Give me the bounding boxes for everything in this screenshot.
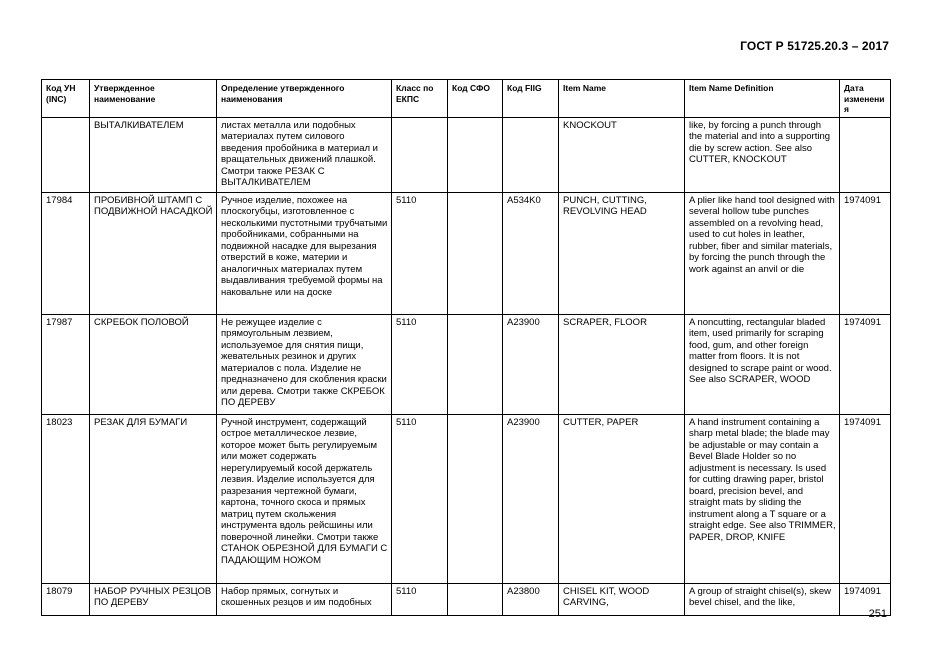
cell-item-name: KNOCKOUT xyxy=(559,117,685,192)
cell-item-definition: like, by forcing a punch through the material and into a supporting die by screw action. See also CUTTER, KNOCKOUT xyxy=(685,117,840,192)
cell-ekps-class: 5110 xyxy=(392,314,448,414)
cell-definition: Ручное изделие, похожее на плоскогубцы, изготовленное с несколькими пустотными трубчатыми пробойниками, собранными на подвижной насадке для вырезания отверстий в коже, материи и аналогичных материалах путем выдавливания требуемой формы на наковальне или на доске xyxy=(217,192,392,314)
cell-ekps-class: 5110 xyxy=(392,192,448,314)
cell-fiig-code: A534K0 xyxy=(503,192,559,314)
cell-sfo-code xyxy=(448,414,503,583)
cell-item-name: SCRAPER, FLOOR xyxy=(559,314,685,414)
cell-item-definition: A plier like hand tool designed with several hollow tube punches assembled on a revolving head, used to cut holes in leather, rubber, fiber and similar materials, by forcing the punch through the work against an anvil or die xyxy=(685,192,840,314)
cell-fiig-code: A23900 xyxy=(503,314,559,414)
cell-fiig-code xyxy=(503,117,559,192)
cell-definition: листах металла или подобных материалах путем силового введения пробойника в материал и вращательных движений плашкой. Смотри также РЕЗАК С ВЫТАЛКИВАТЕЛЕМ xyxy=(217,117,392,192)
cell-approved-name: НАБОР РУЧНЫХ РЕЗЦОВ ПО ДЕРЕВУ xyxy=(90,583,217,615)
cell-sfo-code xyxy=(448,117,503,192)
cell-item-name: CHISEL KIT, WOOD CARVING, xyxy=(559,583,685,615)
header-inc: Код УН (INC) xyxy=(42,80,90,118)
header-item-definition: Item Name Definition xyxy=(685,80,840,118)
cell-item-name: PUNCH, CUTTING, REVOLVING HEAD xyxy=(559,192,685,314)
table-row xyxy=(42,117,891,192)
cell-sfo-code xyxy=(448,583,503,615)
cell-change-date: 1974091 xyxy=(840,414,891,583)
table-row xyxy=(42,583,891,615)
header-sfo-code: Код СФО xyxy=(448,80,503,118)
header-definition: Определение утвержденного наименования xyxy=(217,80,392,118)
cell-fiig-code: A23800 xyxy=(503,583,559,615)
page-number: 251 xyxy=(868,608,887,620)
cell-change-date: 1974091 xyxy=(840,583,891,615)
cell-sfo-code xyxy=(448,314,503,414)
header-change-date: Дата изменения xyxy=(840,80,891,118)
cell-change-date: 1974091 xyxy=(840,192,891,314)
cell-definition: Не режущее изделие с прямоугольным лезвием, используемое для снятия пищи, жевательных резинок и других материалов с пола. Изделие не предназначено для скобления краски или дерева. Смотри также СКРЕБОК ПО ДЕРЕВУ xyxy=(217,314,392,414)
header-item-name: Item Name xyxy=(559,80,685,118)
header-approved-name: Утвержденное наименование xyxy=(90,80,217,118)
table-row xyxy=(42,314,891,414)
page-header: ГОСТ Р 51725.20.3 – 2017 xyxy=(740,39,889,53)
cell-approved-name: ПРОБИВНОЙ ШТАМП С ПОДВИЖНОЙ НАСАДКОЙ xyxy=(90,192,217,314)
table-row xyxy=(42,414,891,583)
cell-inc xyxy=(42,117,90,192)
cell-definition: Ручной инструмент, содержащий острое металлическое лезвие, которое может быть регулируемым или может содержать нерегулируемый косой держатель лезвия. Изделие используется для разрезания чертежной бумаги, картона, точного скоса и прямых матриц путем скольжения инструмента вдоль рейсшины или поверочной линейки. Смотри также СТАНОК ОБРЕЗНОЙ ДЛЯ БУМАГИ С ПАДАЮЩИМ НОЖОМ xyxy=(217,414,392,583)
cell-change-date xyxy=(840,117,891,192)
table-row xyxy=(42,192,891,314)
cell-ekps-class xyxy=(392,117,448,192)
cell-definition: Набор прямых, согнутых и скошенных резцов и им подобных xyxy=(217,583,392,615)
cell-ekps-class: 5110 xyxy=(392,583,448,615)
nomenclature-table xyxy=(41,79,891,616)
cell-change-date: 1974091 xyxy=(840,314,891,414)
cell-fiig-code: A23900 xyxy=(503,414,559,583)
cell-item-definition: A hand instrument containing a sharp metal blade; the blade may be adjustable or may contain a Bevel Blade Holder so no adjustment is necessary. Is used for cutting drawing paper, bristol board, precision bevel, and straight mats by sliding the instrument along a T square or a straight edge. See also TRIMMER, PAPER, DROP, KNIFE xyxy=(685,414,840,583)
cell-approved-name: РЕЗАК ДЛЯ БУМАГИ xyxy=(90,414,217,583)
cell-ekps-class: 5110 xyxy=(392,414,448,583)
cell-inc: 17987 xyxy=(42,314,90,414)
table-header-row xyxy=(42,80,891,118)
cell-approved-name: ВЫТАЛКИВАТЕЛЕМ xyxy=(90,117,217,192)
cell-item-name: CUTTER, PAPER xyxy=(559,414,685,583)
cell-inc: 17984 xyxy=(42,192,90,314)
header-ekps-class: Класс по ЕКПС xyxy=(392,80,448,118)
header-fiig-code: Код FIIG xyxy=(503,80,559,118)
cell-item-definition: A group of straight chisel(s), skew bevel chisel, and the like, xyxy=(685,583,840,615)
cell-item-definition: A noncutting, rectangular bladed item, used primarily for scraping food, gum, and other foreign matter from floors. It is not designed to scrape paint or wood. See also SCRAPER, WOOD xyxy=(685,314,840,414)
cell-sfo-code xyxy=(448,192,503,314)
cell-inc: 18079 xyxy=(42,583,90,615)
cell-approved-name: СКРЕБОК ПОЛОВОЙ xyxy=(90,314,217,414)
cell-inc: 18023 xyxy=(42,414,90,583)
